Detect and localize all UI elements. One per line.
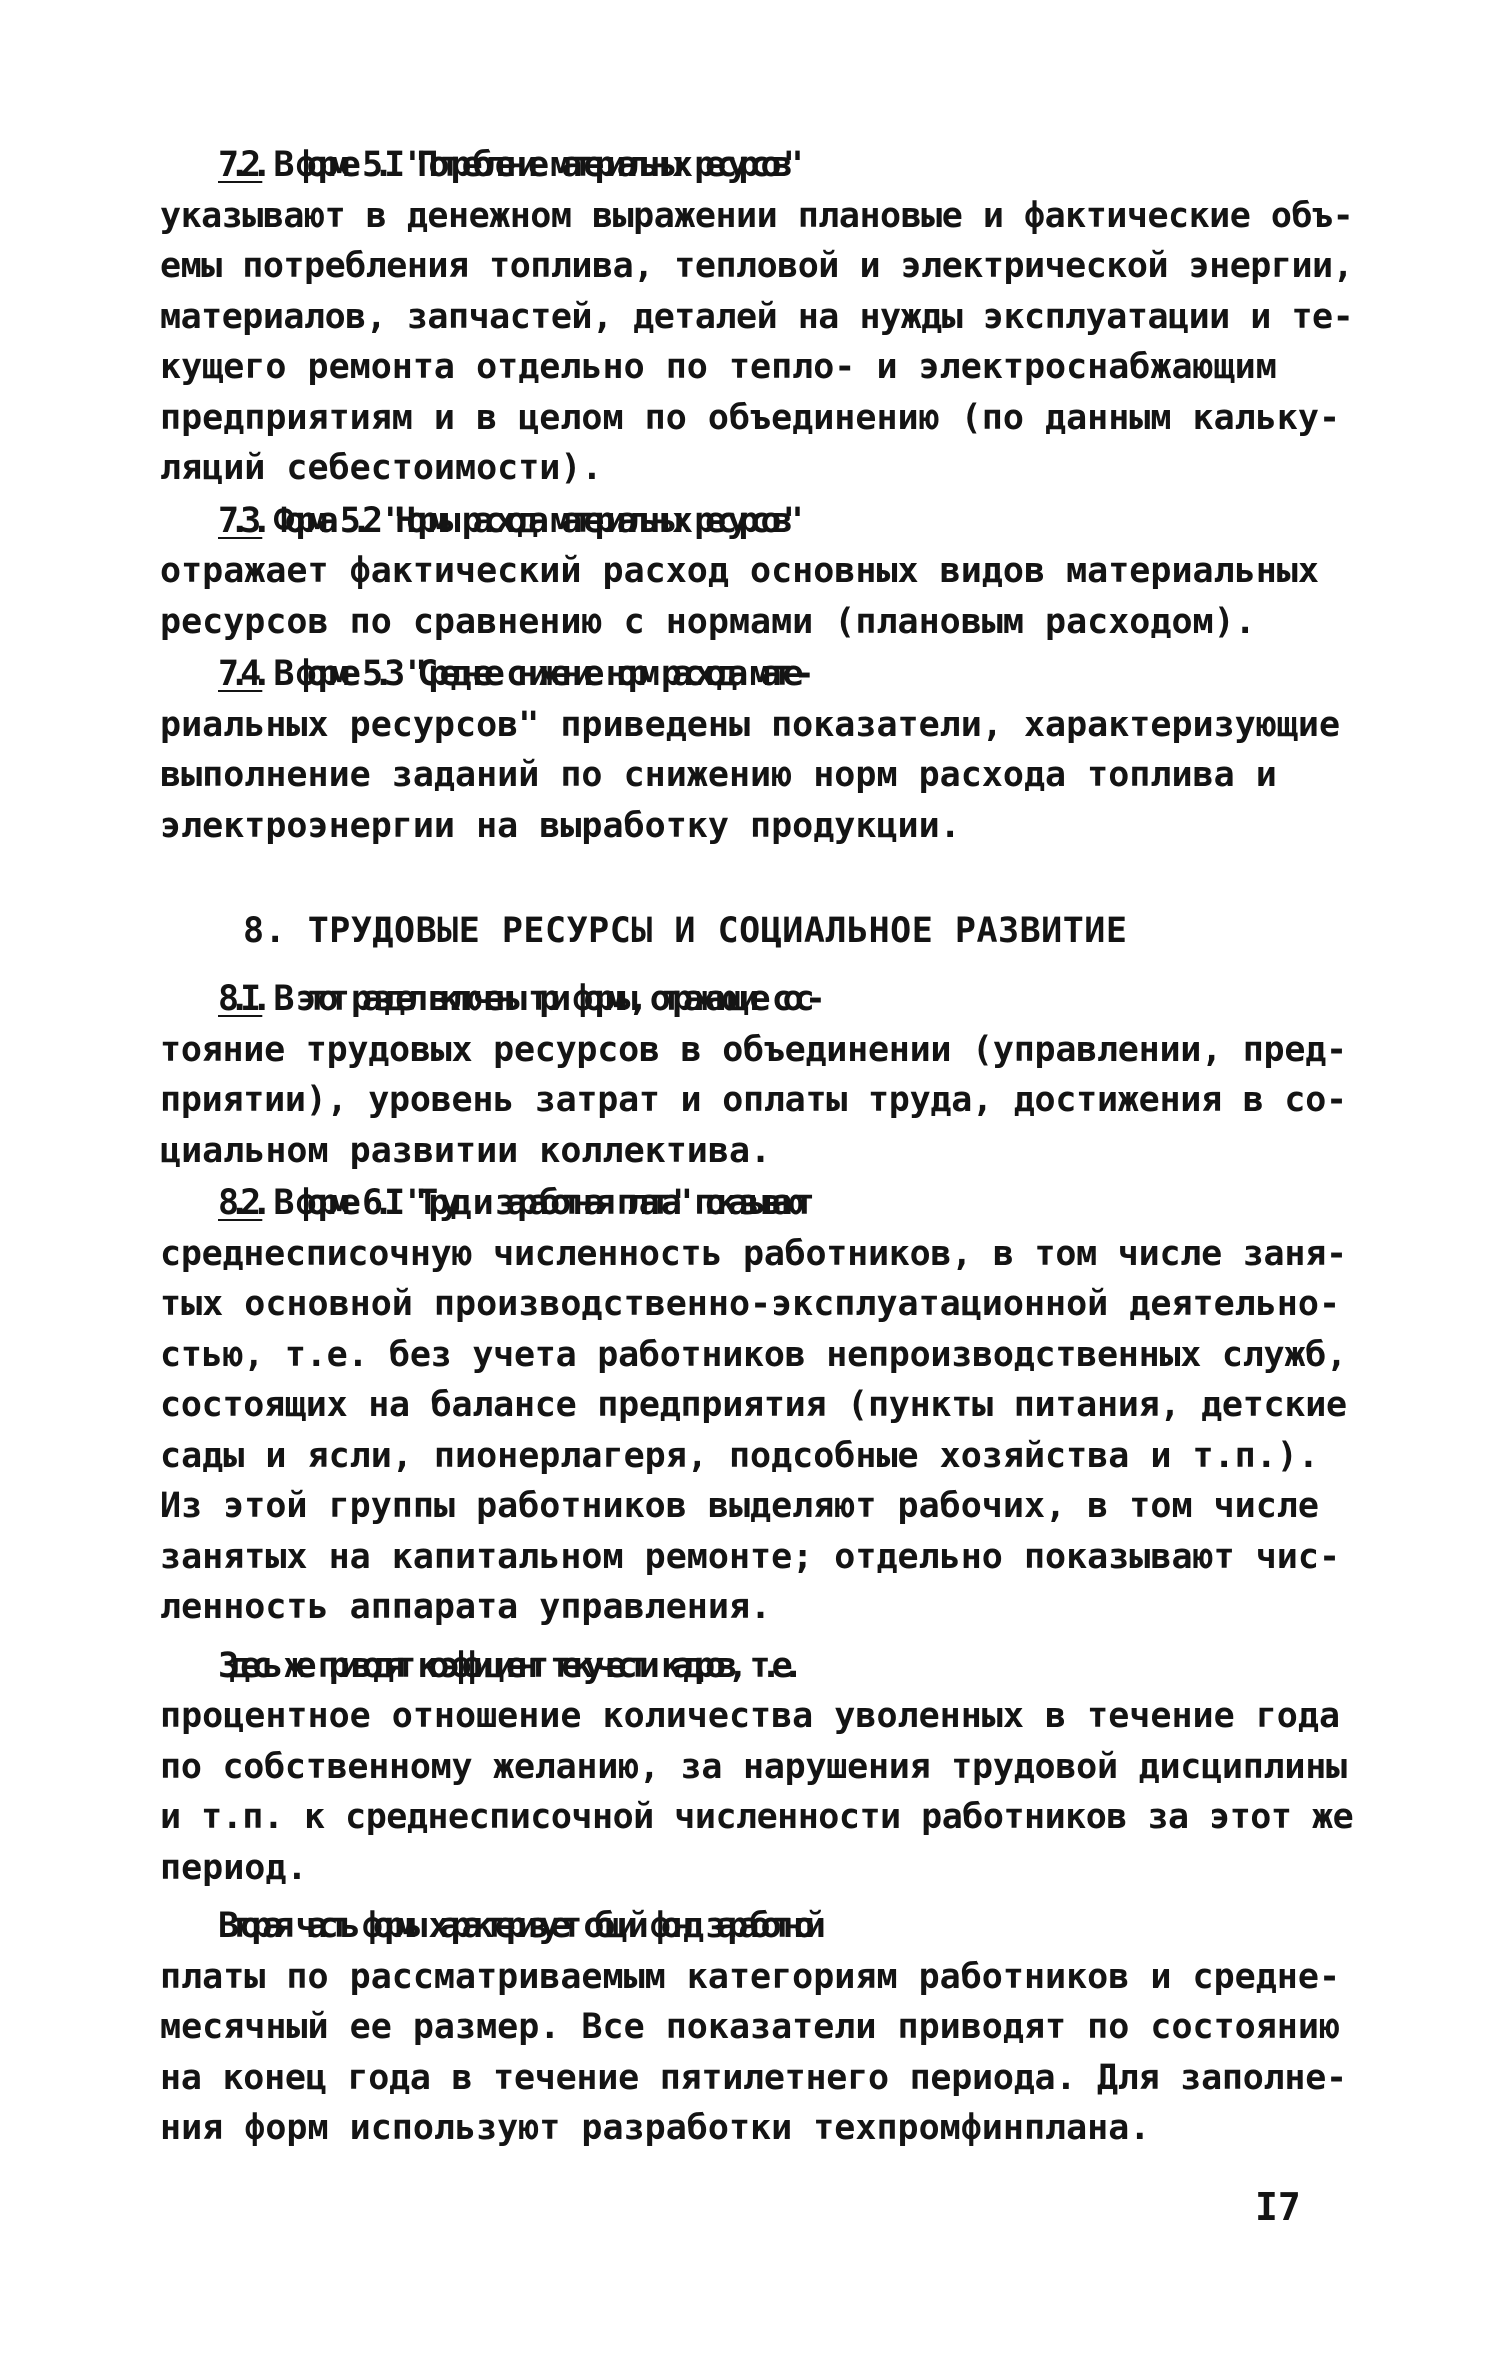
paragraph-line: материалов, запчастей, деталей на нужды эксплуатации и те-	[160, 296, 1354, 337]
paragraph-7-4	[160, 649, 1355, 851]
paragraph-line: указывают в денежном выражении плановые и фактические объ-	[160, 195, 1354, 236]
paragraph-line	[160, 649, 1355, 700]
paragraph-7-3	[160, 496, 1355, 648]
section-number: 7.4.	[218, 654, 263, 694]
paragraph-line: процентное отношение количества уволенных в течение года	[160, 1696, 1341, 1736]
paragraph-wage-fund	[160, 1901, 1355, 2154]
paragraph-line: предприятиям и в целом по объединению (по данным кальку-	[160, 397, 1341, 438]
paragraph-line: на конец года в течение пятилетнего периода. Для заполне-	[160, 2057, 1347, 2098]
paragraph-turnover	[160, 1641, 1355, 1894]
section-number: 7.3.	[218, 500, 263, 541]
paragraph-line: тояние трудовых ресурсов в объединении (управлении, пред-	[160, 1029, 1347, 1070]
line-text: В этот раздел включены три формы, отражающие сос-	[262, 979, 816, 1019]
paragraph-8-2	[160, 1178, 1355, 1633]
paragraph-line: месячный ее размер. Все показатели приводят по состоянию	[160, 2007, 1341, 2047]
section-number: 7.2.	[218, 145, 263, 185]
paragraph-line: ресурсов по сравнению с нормами (плановым расходом).	[160, 601, 1256, 642]
paragraph-line: занятых на капитальном ремонте; отдельно показывают чис-	[160, 1536, 1341, 1577]
paragraph-line: по собственному желанию, за нарушения трудовой дисциплины	[160, 1746, 1347, 1787]
paragraph-line: кущего ремонта отдельно по тепло- и электроснабжающим	[160, 347, 1277, 387]
paragraph-line	[160, 1178, 1355, 1229]
paragraph-line: сады и ясли, пионерлагеря, подсобные хозяйства и т.п.).	[160, 1435, 1319, 1476]
paragraph-line: стью, т.е. без учета работников непроизводственных служб,	[160, 1334, 1347, 1375]
line-text: В форме 5.3 "Среднее снижение норм расхода мате-	[262, 654, 805, 694]
line-text: Форма 5.2 "Нормы расхода материальных ресурсов"	[262, 500, 794, 541]
document-page	[160, 140, 1355, 2154]
paragraph-line: состоящих на балансе предприятия (пункты питания, детские	[160, 1385, 1347, 1425]
paragraph-line: ляций себестоимости).	[160, 448, 603, 488]
paragraph-line: емы потребления топлива, тепловой и электрической энергии,	[160, 246, 1354, 286]
paragraph-line: тых основной производственно-эксплуатационной деятельно-	[160, 1284, 1341, 1324]
paragraph-8-1	[160, 974, 1355, 1176]
paragraph-line	[160, 496, 1355, 547]
paragraph-line: период.	[160, 1847, 308, 1888]
paragraph-line: Здесь же приводят коэффициент текучести кадров, т.е.	[218, 1645, 794, 1686]
paragraph-line: Вторая часть формы характеризует общий фонд заработной	[218, 1906, 816, 1946]
paragraph-line: среднесписочную численность работников, в том числе заня-	[160, 1233, 1347, 1274]
paragraph-7-2	[160, 140, 1355, 494]
paragraph-line: электроэнергии на выработку продукции.	[160, 805, 961, 846]
paragraph-line: платы по рассматриваемым категориям работников и средне-	[160, 1956, 1341, 1997]
paragraph-line: Из этой группы работников выделяют рабочих, в том числе	[160, 1486, 1319, 1526]
line-text: В форме 6.I "Труд и заработная плата" показывают	[262, 1183, 805, 1223]
page-number: I7	[1255, 2185, 1301, 2229]
paragraph-line: приятии), уровень затрат и оплаты труда, достижения в со-	[160, 1080, 1347, 1120]
line-text: В форме 5.I "Потребление материальных ресурсов"	[262, 145, 794, 185]
paragraph-line	[160, 140, 1355, 191]
paragraph-line: выполнение заданий по снижению норм расхода топлива и	[160, 755, 1277, 795]
paragraph-line: и т.п. к среднесписочной численности работников за этот же	[160, 1797, 1354, 1837]
section-heading: 8. ТРУДОВЫЕ РЕСУРСЫ И СОЦИАЛЬНОЕ РАЗВИТИЕ	[243, 911, 1128, 951]
paragraph-line: циальном развитии коллектива.	[160, 1130, 772, 1171]
paragraph-line	[160, 974, 1355, 1025]
section-number: 8.2.	[218, 1183, 263, 1223]
paragraph-line: риальных ресурсов" приведены показатели, характеризующие	[160, 704, 1341, 745]
paragraph-line: ленность аппарата управления.	[160, 1587, 772, 1627]
paragraph-line: отражает фактический расход основных видов материальных	[160, 551, 1319, 591]
section-number: 8.I.	[218, 979, 263, 1019]
paragraph-line: ния форм используют разработки техпромфинплана.	[160, 2108, 1151, 2148]
